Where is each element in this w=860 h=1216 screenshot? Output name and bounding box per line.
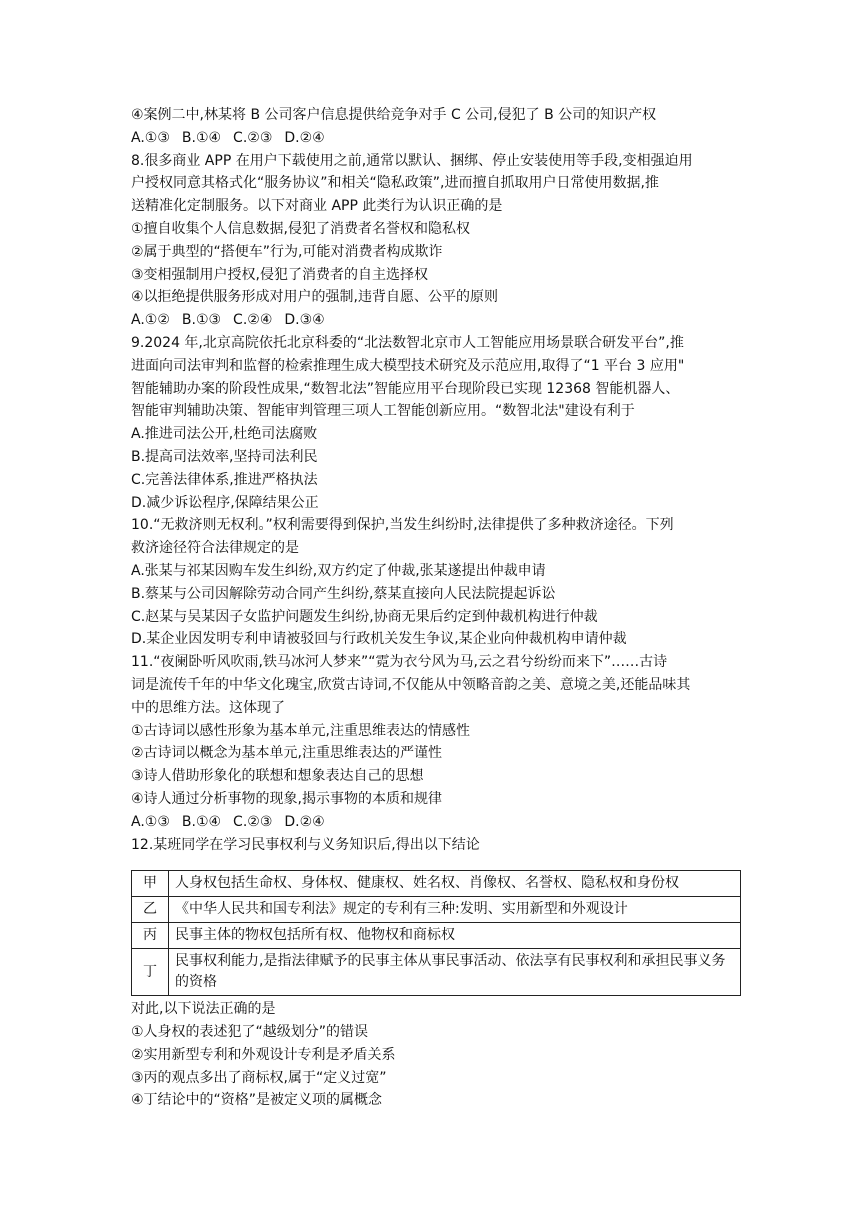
table-row: [132, 923, 741, 949]
q12-item-3: ③丙的观点多出了商标权,属于“定义过宽”: [131, 1069, 387, 1086]
q10-choice-c: C.赵某与吴某因子女监护问题发生纠纷,协商无果后约定到仲裁机构进行仲裁: [131, 608, 598, 625]
table-row: [132, 949, 741, 996]
row-text: 人身权包括生命权、身体权、健康权、姓名权、肖像权、名誉权、隐私权和身份权: [169, 871, 741, 897]
option-a: A.①③: [131, 813, 170, 830]
option-b: B.①④: [181, 129, 222, 146]
q12-item-4: ④丁结论中的“资格”是被定义项的属概念: [131, 1092, 383, 1109]
q8-options: [131, 309, 741, 332]
q8-item-1: ①擅自收集个人信息数据,侵犯了消费者名誉权和隐私权: [131, 220, 470, 237]
q8-item-4: ④以拒绝提供服务形成对用户的强制,违背自愿、公平的原则: [131, 289, 498, 306]
q10-stem-line-1: 10.“无救济则无权利。”权利需要得到保护,当发生纠纷时,法律提供了多种救济途径。下列: [131, 517, 674, 534]
q10-choice-b: B.蔡某与公司因解除劳动合同产生纠纷,蔡某直接向人民法院提起诉讼: [131, 585, 556, 602]
q9-stem-line-4: 智能审判辅助决策、智能审判管理三项人工智能创新应用。“数智北法"建设有利于: [131, 403, 635, 420]
option-c: C.②③: [233, 129, 273, 146]
q8-stem-line-3: 送精准化定制服务。以下对商业 APP 此类行为认识正确的是: [131, 198, 503, 215]
q11-item-1: ①古诗词以感性形象为基本单元,注重思维表达的情感性: [131, 722, 470, 739]
option-b: B.①④: [181, 813, 222, 830]
q11-options: [131, 811, 741, 834]
q8-stem-line-2: 户授权同意其格式化“服务协议”和相关“隐私政策”,进而擅自抓取用户日常使用数据,推: [131, 175, 659, 192]
q8-item-2: ②属于典型的“搭便车”行为,可能对消费者构成欺诈: [131, 243, 443, 260]
question-content: [131, 104, 741, 1112]
q10-stem-line-2: 救济途径符合法律规定的是: [131, 540, 299, 557]
option-b: B.①③: [181, 312, 222, 329]
q9-choice-b: B.提高司法效率,坚持司法利民: [131, 448, 318, 465]
q7-item-4: ④案例二中,林某将 B 公司客户信息提供给竞争对手 C 公司,侵犯了 B 公司的知识产权: [131, 107, 657, 123]
q9-choice-a: A.推进司法公开,杜绝司法腐败: [131, 426, 318, 443]
option-a: A.①②: [131, 312, 170, 329]
q11-stem-line-1: 11.“夜阑卧听风吹雨,铁马冰河人梦来”“霓为衣兮风为马,云之君兮纷纷而来下”……古诗: [131, 654, 668, 671]
row-text: 民事权利能力,是指法律赋予的民事主体从事民事活动、依法享有民事权利和承担民事义务的资格: [169, 949, 741, 996]
q8-stem-line-1: 8.很多商业 APP 在用户下载使用之前,通常以默认、捆绑、停止安装使用等手段,变相强迫用: [131, 152, 693, 169]
table-row: [132, 871, 741, 897]
q8-item-3: ③变相强制用户授权,侵犯了消费者的自主选择权: [131, 266, 428, 283]
q9-stem-line-3: 智能辅助办案的阶段性成果,“数智北法”智能应用平台现阶段已实现 12368 智能机器人、: [131, 380, 680, 397]
q12-stem: 12.某班同学在学习民事权利与义务知识后,得出以下结论: [131, 836, 480, 853]
row-key: 甲: [132, 871, 169, 897]
option-a: A.①③: [131, 129, 170, 146]
q10-choice-a: A.张某与祁某因购车发生纠纷,双方约定了仲裁,张某遂提出仲裁申请: [131, 562, 546, 579]
q9-choice-d: D.减少诉讼程序,保障结果公正: [131, 494, 319, 511]
option-d: D.③④: [284, 312, 325, 329]
q11-item-3: ③诗人借助形象化的联想和想象表达自己的思想: [131, 768, 424, 785]
option-c: C.②④: [233, 312, 273, 329]
q11-item-2: ②古诗词以概念为基本单元,注重思维表达的严谨性: [131, 745, 442, 762]
q7-options: [131, 127, 741, 150]
row-key: 丁: [132, 949, 169, 996]
q12-question: 对此,以下说法正确的是: [131, 1001, 276, 1018]
row-key: 丙: [132, 923, 169, 949]
row-text: 民事主体的物权包括所有权、他物权和商标权: [169, 923, 741, 949]
q12-item-2: ②实用新型专利和外观设计专利是矛盾关系: [131, 1046, 396, 1063]
row-key: 乙: [132, 897, 169, 923]
q9-choice-c: C.完善法律体系,推进严格执法: [131, 471, 318, 488]
q11-stem-line-2: 词是流传千年的中华文化瑰宝,欣赏古诗词,不仅能从中领略音韵之美、意境之美,还能品味其: [131, 676, 691, 693]
q9-stem-line-1: 9.2024 年,北京高院依托北京科委的“北法数智北京市人工智能应用场景联合研发平台”,推: [131, 334, 684, 351]
q12-item-1: ①人身权的表述犯了“越级划分”的错误: [131, 1024, 369, 1041]
q11-stem-line-3: 中的思维方法。这体现了: [131, 699, 285, 716]
q10-choice-d: D.某企业因发明专利申请被驳回与行政机关发生争议,某企业向仲裁机构申请仲裁: [131, 631, 627, 648]
conclusions-table: [131, 870, 741, 996]
q9-stem-line-2: 进面向司法审判和监督的检索推理生成大模型技术研究及示范应用,取得了“1 平台 3 应用": [131, 357, 685, 374]
option-d: D.②④: [284, 129, 325, 146]
option-d: D.②④: [284, 813, 325, 830]
row-text: 《中华人民共和国专利法》规定的专利有三种:发明、实用新型和外观设计: [169, 897, 741, 923]
option-c: C.②③: [233, 813, 273, 830]
q11-item-4: ④诗人通过分析事物的现象,揭示事物的本质和规律: [131, 790, 442, 807]
table-row: [132, 897, 741, 923]
